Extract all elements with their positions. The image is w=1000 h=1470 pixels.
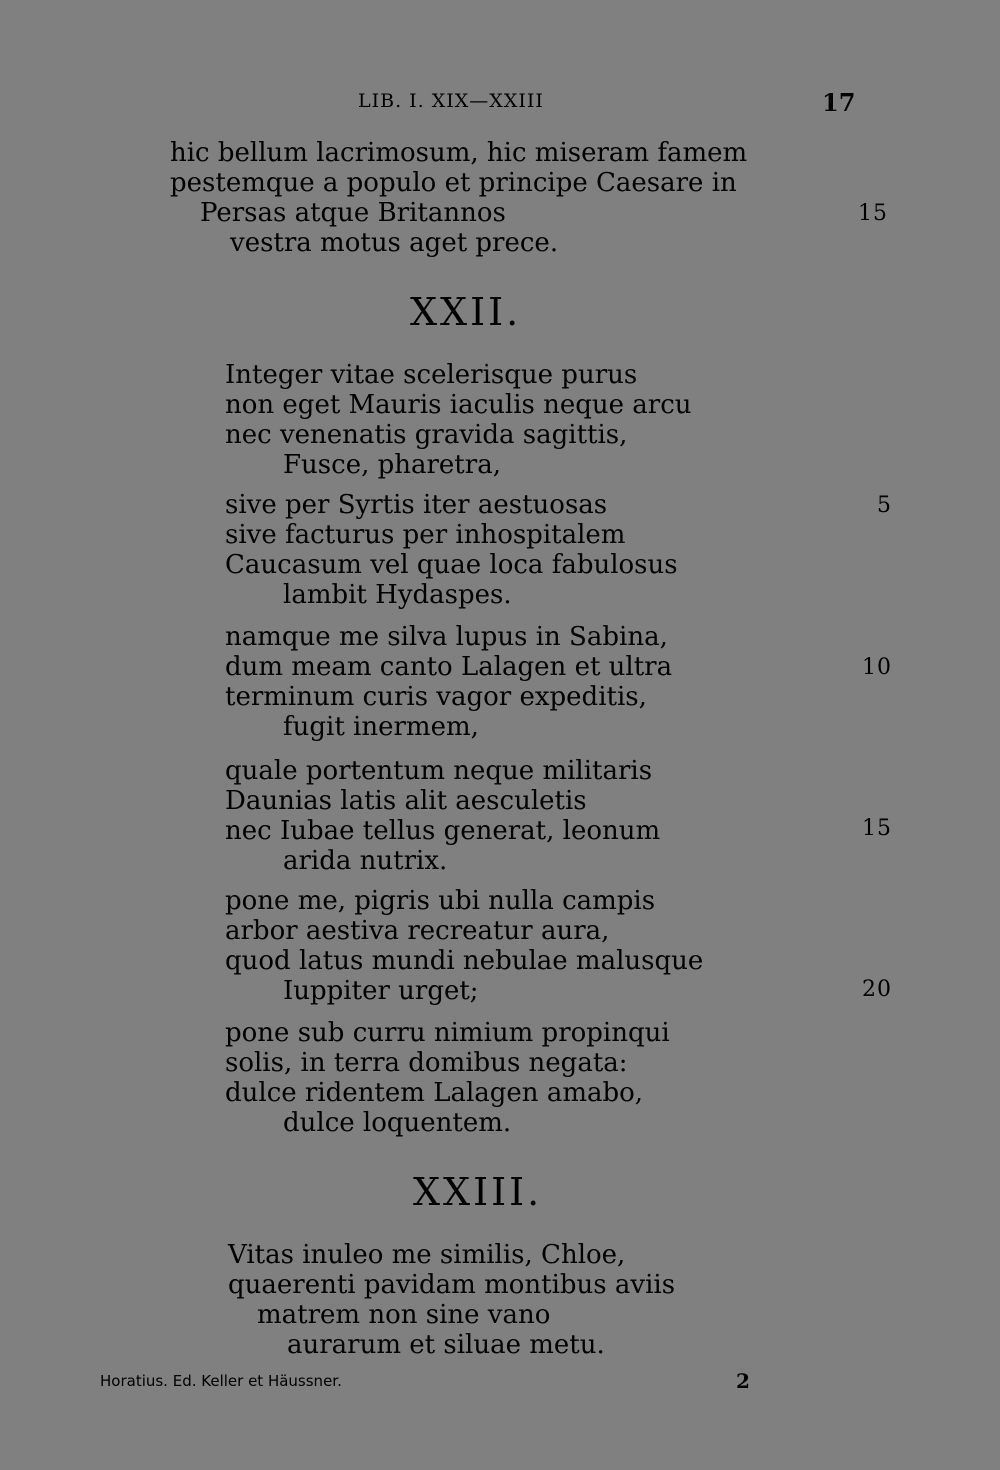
- verse-line: dulce loquentem.: [283, 1108, 512, 1138]
- verse-line: sive facturus per inhospitalem: [225, 520, 626, 550]
- verse-line: sive per Syrtis iter aestuosas: [225, 490, 608, 520]
- verse-line: namque me silva lupus in Sabina,: [225, 622, 668, 652]
- verse-line: lambit Hydaspes.: [283, 580, 512, 610]
- verse-line: Vitas inuleo me similis, Chloe,: [228, 1240, 626, 1270]
- verse-line: Integer vitae scelerisque purus: [225, 360, 638, 390]
- verse-line: nec venenatis gravida sagittis,: [225, 420, 628, 450]
- verse-line: pestemque a populo et principe Caesare in: [170, 168, 737, 198]
- verse-line: Iuppiter urget;: [283, 976, 479, 1006]
- line-number: 10: [862, 655, 892, 680]
- edition-footer: Horatius. Ed. Keller et Häussner.: [100, 1372, 342, 1390]
- verse-line: arida nutrix.: [283, 846, 448, 876]
- verse-line: pone sub curru nimium propinqui: [225, 1018, 670, 1048]
- verse-line: solis, in terra domibus negata:: [225, 1048, 628, 1078]
- verse-line: dulce ridentem Lalagen amabo,: [225, 1078, 644, 1108]
- line-number: 5: [877, 493, 892, 518]
- verse-line: vestra motus aget prece.: [230, 228, 559, 258]
- verse-line: Daunias latis alit aesculetis: [225, 786, 587, 816]
- verse-line: matrem non sine vano: [257, 1300, 551, 1330]
- verse-line: Caucasum vel quae loca fabulosus: [225, 550, 678, 580]
- ode-title: XXII.: [410, 290, 522, 334]
- verse-line: Fusce, pharetra,: [283, 450, 501, 480]
- verse-line: nec Iubae tellus generat, leonum: [225, 816, 661, 846]
- verse-line: terminum curis vagor expeditis,: [225, 682, 647, 712]
- verse-line: quaerenti pavidam montibus aviis: [228, 1270, 676, 1300]
- verse-line: hic bellum lacrimosum, hic miseram famem: [170, 138, 748, 168]
- verse-line: aurarum et siluae metu.: [287, 1330, 605, 1360]
- page-number: 17: [822, 88, 856, 117]
- line-number: 20: [862, 977, 892, 1002]
- verse-line: dum meam canto Lalagen et ultra: [225, 652, 673, 682]
- verse-line: non eget Mauris iaculis neque arcu: [225, 390, 692, 420]
- verse-line: quod latus mundi nebulae malusque: [225, 946, 704, 976]
- verse-line: pone me, pigris ubi nulla campis: [225, 886, 656, 916]
- running-title: LIB. I. XIX—XXIII: [358, 90, 544, 112]
- verse-line: fugit inermem,: [283, 712, 479, 742]
- line-number: 15: [862, 816, 892, 841]
- verse-line: quale portentum neque militaris: [225, 756, 653, 786]
- verse-line: Persas atque Britannos: [200, 198, 506, 228]
- signature-mark: 2: [736, 1369, 750, 1393]
- ode-title: XXIII.: [413, 1170, 543, 1214]
- line-number: 15: [858, 201, 888, 226]
- verse-line: arbor aestiva recreatur aura,: [225, 916, 610, 946]
